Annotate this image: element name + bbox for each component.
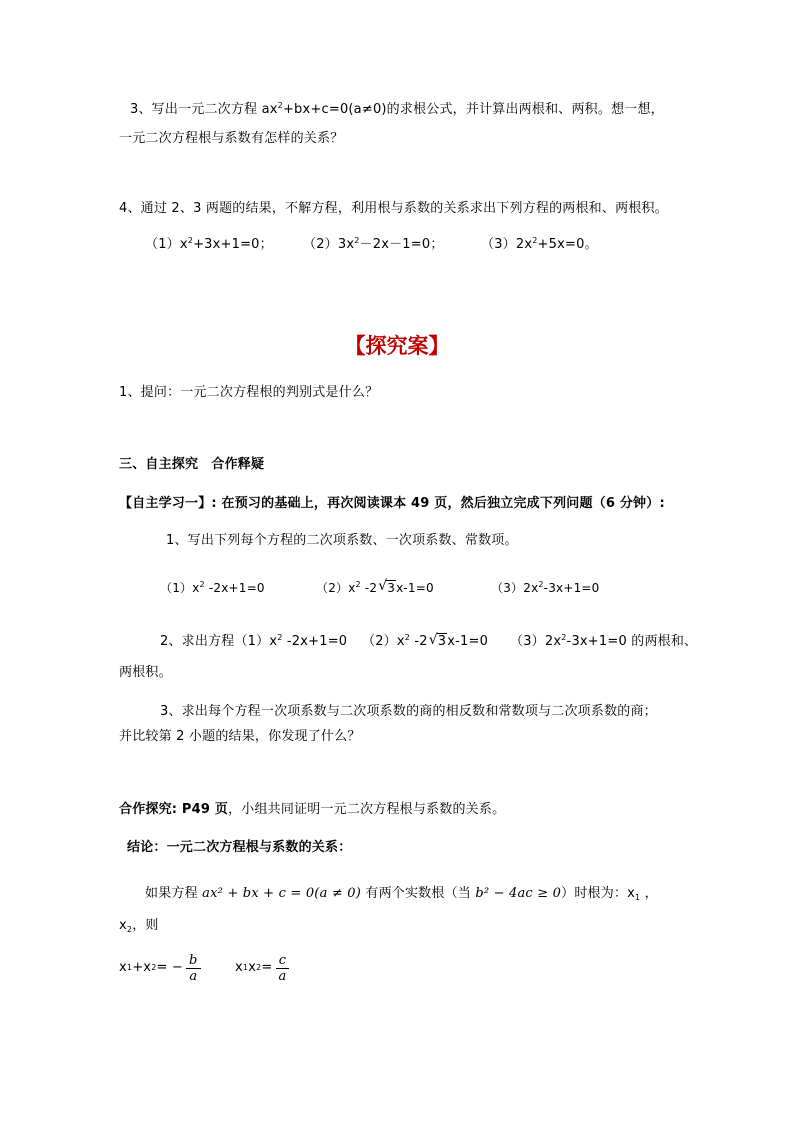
task-2-eq-3 — [510, 634, 697, 650]
text: （3）2x — [491, 581, 539, 595]
text: ， — [640, 886, 658, 901]
text: x-1=0 — [447, 634, 489, 649]
text: x — [119, 918, 127, 933]
task-3-line-2: 并比较第 2 小题的结果，你发现了什么？ — [119, 729, 361, 744]
text: （1）x — [160, 581, 200, 595]
superscript: 2 — [355, 580, 361, 589]
text: ，小组共同证明一元二次方程根与系数的关系。 — [228, 802, 506, 817]
theorem-line-2 — [119, 918, 159, 934]
fraction — [276, 953, 290, 984]
superscript: 2 — [199, 580, 205, 589]
text: （3）2x — [481, 237, 533, 252]
task-2-line-2: 两根积。 — [119, 665, 172, 680]
text: -3x+1=0 — [543, 581, 600, 595]
question-3-line-1 — [130, 102, 664, 118]
question-4-eq-1 — [145, 237, 273, 253]
text: 如果方程 — [145, 886, 203, 901]
sqrt-symbol — [430, 634, 447, 650]
sqrt-value: 3 — [387, 581, 396, 595]
numerator: c — [278, 952, 287, 968]
subscript: 2 — [126, 925, 133, 934]
text: +bx+c=0(a≠0)的求根公式，并计算出两根和、两积。想一想， — [282, 102, 664, 117]
text: x — [235, 960, 243, 975]
fraction — [186, 953, 201, 984]
question-4-eq-3 — [481, 237, 598, 253]
self-study-instructions: 【自主学习一】: 在预习的基础上，再次阅读课本 49 页，然后独立完成下列问题（6 分钟）: — [119, 496, 665, 511]
task-1-eq-2 — [316, 580, 434, 596]
text: -2 — [410, 634, 428, 649]
text: ，则 — [132, 918, 159, 933]
task-1-eq-3 — [491, 580, 600, 596]
task-1-title: 1、写出下列每个方程的二次项系数、一次项系数、常数项。 — [166, 533, 518, 548]
denominator: a — [278, 968, 287, 984]
superscript: 2 — [404, 633, 411, 642]
question-4-eq-2 — [303, 237, 444, 253]
question-4-line: 4、通过 2、3 两题的结果，不解方程，利用根与系数的关系求出下列方程的两根和、两根积。 — [119, 201, 668, 216]
superscript: 2 — [532, 236, 538, 245]
task-1-eq-1 — [160, 580, 265, 596]
text: -2 — [360, 581, 378, 595]
cooperative-inquiry — [119, 802, 505, 818]
text: 3、写出一元二次方程 ax — [130, 102, 278, 117]
text: （2）3x — [303, 237, 355, 252]
text: x-1=0 — [396, 581, 434, 595]
text: -2x+1=0 — [204, 581, 265, 595]
superscript: 2 — [277, 633, 283, 642]
superscript: 2 — [187, 236, 194, 245]
text: （2）x — [316, 581, 356, 595]
task-2-line-1 — [160, 634, 347, 650]
superscript: 2 — [277, 101, 283, 110]
denominator: a — [189, 968, 198, 984]
sqrt-value: 3 — [437, 634, 447, 649]
text: （1）x — [145, 237, 188, 252]
superscript: 2 — [538, 580, 544, 589]
theorem-line-1 — [145, 886, 658, 902]
text: －2x－1=0； — [359, 237, 444, 252]
task-2-eq-2 — [362, 634, 488, 650]
superscript: 2 — [354, 236, 360, 245]
label: 合作探究: P49 页 — [119, 802, 229, 817]
text: ）时根为：x — [561, 886, 636, 901]
text: +3x+1=0； — [193, 237, 273, 252]
text: （2）x — [362, 634, 405, 649]
section-heading: 【探究案】 — [344, 334, 450, 358]
root-sum-formula: x 1 +x 2 = − $\frac{b}{a}$ — [119, 948, 204, 988]
conclusion-title: 结论：一元二次方程根与系数的关系： — [127, 840, 352, 855]
text: = — [261, 960, 273, 975]
ask-line: 1、提问：一元二次方程根的判别式是什么？ — [119, 385, 379, 400]
text: +5x=0。 — [537, 237, 598, 252]
task-3-line-1: 3、求出每个方程一次项系数与二次项系数的商的相反数和常数项与二次项系数的商； — [160, 704, 657, 719]
root-product-formula: x 1 x 2 = $\frac{c}{a}$ — [235, 948, 292, 988]
text: +x — [132, 960, 152, 975]
text: = − — [156, 960, 184, 975]
text: （3）2x — [510, 634, 562, 649]
numerator: b — [189, 952, 198, 968]
text: 有两个实数根（当 — [361, 886, 476, 901]
section-3-title: 三、自主探究 合作释疑 — [119, 457, 265, 472]
question-3-line-2: 一元二次方程根与系数有怎样的关系？ — [119, 131, 344, 146]
sqrt-symbol — [379, 580, 396, 596]
text: -2x+1=0 — [282, 634, 348, 649]
text: x — [119, 960, 127, 975]
subscript: 1 — [635, 893, 641, 902]
formula: ax² + bx + c = 0(a ≠ 0) — [202, 886, 362, 901]
text: 2、求出方程（1）x — [160, 634, 278, 649]
superscript: 2 — [561, 633, 567, 642]
text: x — [248, 960, 257, 975]
formula: b² − 4ac ≥ 0 — [475, 886, 562, 901]
text: -3x+1=0 的两根和、 — [566, 634, 698, 649]
